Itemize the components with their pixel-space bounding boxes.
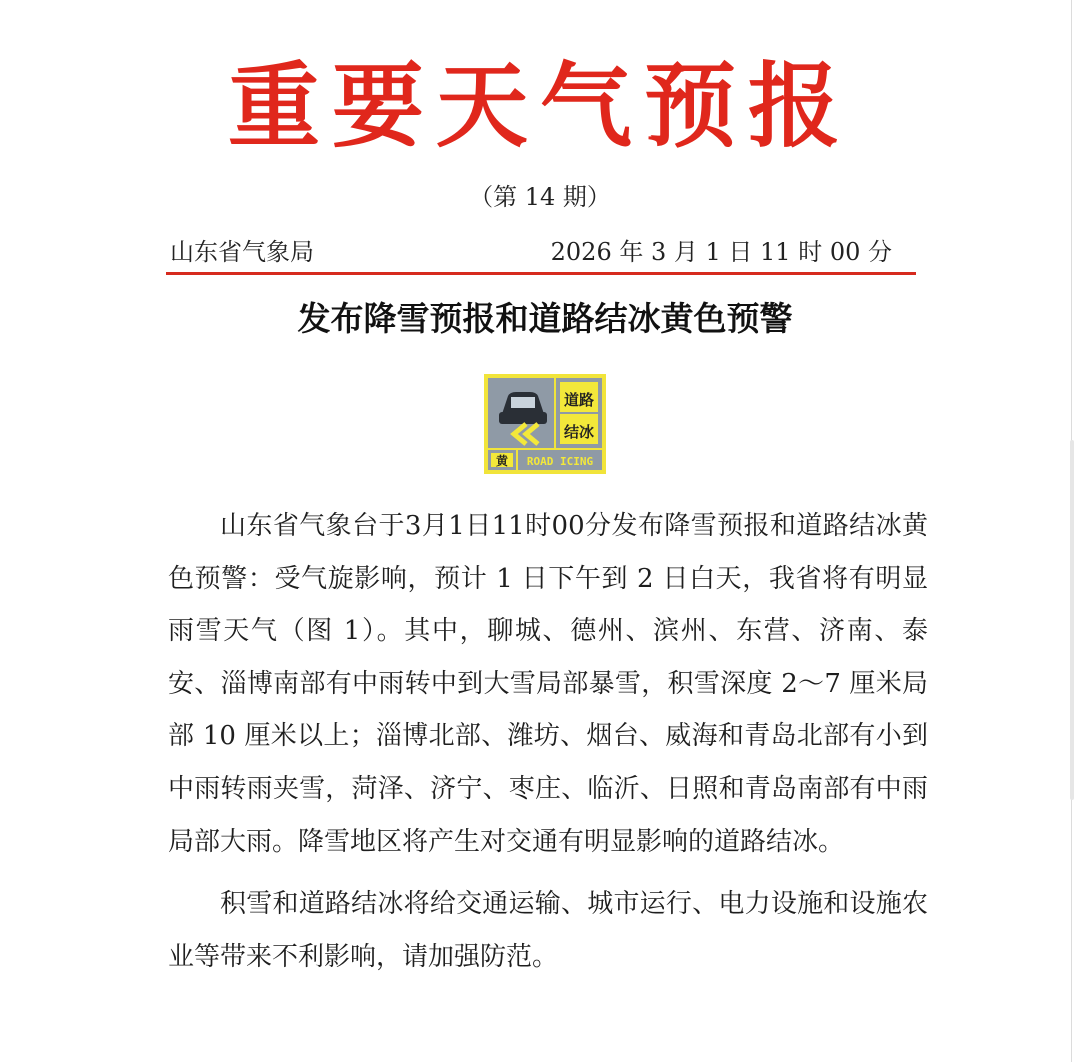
issuer-date-row bbox=[168, 234, 916, 270]
svg-text:ROAD ICING: ROAD ICING bbox=[526, 455, 594, 468]
svg-text:结冰: 结冰 bbox=[563, 423, 595, 441]
svg-text:道路: 道路 bbox=[563, 391, 595, 409]
body-paragraph-1: 山东省气象台于3月1日11时00分发布降雪预报和道路结冰黄色预警：受气旋影响，预计 1 日下午到 2 日白天，我省将有明显雨雪天气（图 1）。其中，聊城、德州、滨州、东营、济南、泰安、淄博南部有中雨转中到大雪局部暴雪，积雪深度 2～7 厘米局部 10 厘米以上；淄博北部、潍坊、烟台、威海和青岛北部有小到中雨转雨夹雪，菏泽、济宁、枣庄、临沂、日照和青岛南部有中雨局部大雨。降雪地区将产生对交通有明显影响的道路结冰。 bbox=[168, 511, 928, 857]
issue-number: （第 14 期） bbox=[469, 183, 611, 211]
issue-datetime: 2026 年 3 月 1 日 11 时 00 分 bbox=[550, 238, 892, 266]
red-divider bbox=[166, 272, 916, 275]
issuer-name: 山东省气象局 bbox=[170, 238, 314, 266]
body-paragraph-2: 积雪和道路结冰将给交通运输、城市运行、电力设施和设施农业等带来不利影响，请加强防范。 bbox=[168, 889, 928, 972]
road-icing-yellow-warning-icon bbox=[484, 374, 606, 474]
headline: 发布降雪预报和道路结冰黄色预警 bbox=[297, 299, 793, 338]
document-title: 重要天气预报 bbox=[227, 53, 852, 160]
body-text bbox=[168, 500, 928, 983]
scrollbar-thumb[interactable] bbox=[1070, 440, 1074, 800]
svg-text:黄: 黄 bbox=[495, 454, 509, 468]
